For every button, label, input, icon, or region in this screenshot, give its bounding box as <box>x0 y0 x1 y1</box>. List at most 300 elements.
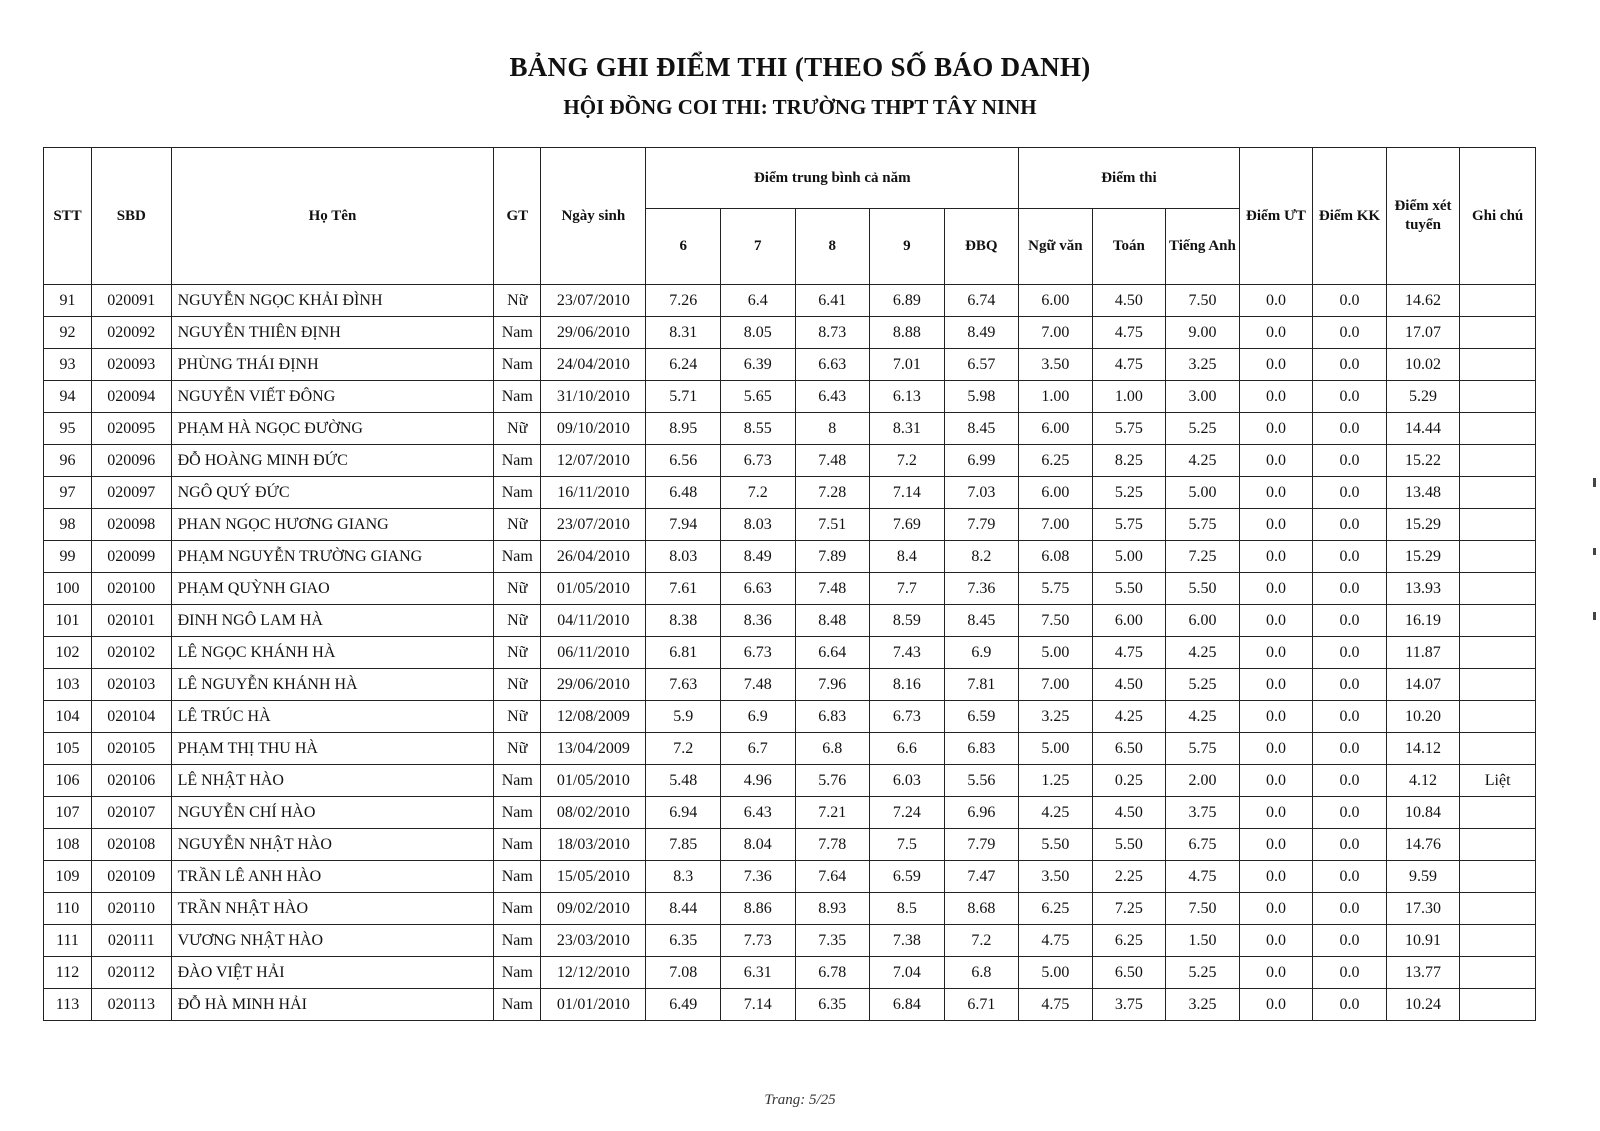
cell-avg-7: 5.65 <box>720 381 795 413</box>
cell-avg-9: 6.03 <box>870 765 945 797</box>
cell-admission: 13.48 <box>1386 477 1460 509</box>
cell-avg-6: 8.3 <box>646 861 721 893</box>
cell-avg-dbq: 7.2 <box>944 925 1019 957</box>
cell-avg-9: 8.5 <box>870 893 945 925</box>
cell-dob: 09/02/2010 <box>541 893 646 925</box>
cell-name: LÊ NGỌC KHÁNH HÀ <box>171 637 494 669</box>
cell-note <box>1460 669 1536 701</box>
cell-bonus: 0.0 <box>1313 861 1387 893</box>
cell-avg-6: 7.26 <box>646 285 721 317</box>
col-header-gender: GT <box>494 148 541 285</box>
cell-bonus: 0.0 <box>1313 701 1387 733</box>
cell-avg-8: 7.64 <box>795 861 870 893</box>
cell-dob: 29/06/2010 <box>541 317 646 349</box>
cell-gender: Nam <box>494 317 541 349</box>
cell-math: 4.50 <box>1092 797 1166 829</box>
cell-admission: 14.44 <box>1386 413 1460 445</box>
cell-avg-6: 5.9 <box>646 701 721 733</box>
cell-math: 5.75 <box>1092 413 1166 445</box>
cell-avg-7: 7.73 <box>720 925 795 957</box>
cell-stt: 102 <box>44 637 92 669</box>
cell-dob: 23/03/2010 <box>541 925 646 957</box>
cell-literature: 1.25 <box>1019 765 1093 797</box>
cell-dob: 01/05/2010 <box>541 573 646 605</box>
cell-bonus: 0.0 <box>1313 765 1387 797</box>
cell-english: 5.50 <box>1166 573 1240 605</box>
cell-english: 4.25 <box>1166 445 1240 477</box>
cell-admission: 13.77 <box>1386 957 1460 989</box>
cell-gender: Nữ <box>494 669 541 701</box>
cell-avg-6: 8.38 <box>646 605 721 637</box>
cell-stt: 109 <box>44 861 92 893</box>
cell-avg-9: 7.69 <box>870 509 945 541</box>
cell-avg-9: 8.31 <box>870 413 945 445</box>
cell-priority: 0.0 <box>1239 989 1313 1021</box>
cell-avg-7: 7.2 <box>720 477 795 509</box>
cell-avg-8: 7.35 <box>795 925 870 957</box>
cell-literature: 4.75 <box>1019 925 1093 957</box>
cell-avg-7: 7.48 <box>720 669 795 701</box>
cell-avg-9: 7.2 <box>870 445 945 477</box>
col-group-exam-scores: Điểm thi <box>1019 148 1240 209</box>
cell-name: LÊ TRÚC HÀ <box>171 701 494 733</box>
cell-avg-dbq: 8.49 <box>944 317 1019 349</box>
cell-math: 4.50 <box>1092 669 1166 701</box>
cell-sbd: 020112 <box>91 957 171 989</box>
cell-english: 4.75 <box>1166 861 1240 893</box>
cell-bonus: 0.0 <box>1313 733 1387 765</box>
cell-literature: 6.00 <box>1019 413 1093 445</box>
cell-gender: Nữ <box>494 509 541 541</box>
cell-sbd: 020095 <box>91 413 171 445</box>
cell-gender: Nữ <box>494 733 541 765</box>
table-row <box>44 317 1536 349</box>
cell-avg-8: 7.48 <box>795 573 870 605</box>
cell-dob: 16/11/2010 <box>541 477 646 509</box>
scan-edge-mark <box>1593 612 1596 620</box>
cell-sbd: 020096 <box>91 445 171 477</box>
cell-priority: 0.0 <box>1239 733 1313 765</box>
cell-english: 3.75 <box>1166 797 1240 829</box>
cell-avg-8: 6.83 <box>795 701 870 733</box>
cell-dob: 15/05/2010 <box>541 861 646 893</box>
cell-note <box>1460 797 1536 829</box>
cell-bonus: 0.0 <box>1313 605 1387 637</box>
cell-english: 2.00 <box>1166 765 1240 797</box>
col-header-admission: Điểm xét tuyển <box>1386 148 1460 285</box>
cell-avg-9: 7.7 <box>870 573 945 605</box>
table-row <box>44 285 1536 317</box>
cell-dob: 09/10/2010 <box>541 413 646 445</box>
cell-note <box>1460 925 1536 957</box>
cell-name: NGUYỄN NHẬT HÀO <box>171 829 494 861</box>
cell-gender: Nữ <box>494 573 541 605</box>
cell-note <box>1460 349 1536 381</box>
cell-avg-6: 8.03 <box>646 541 721 573</box>
cell-bonus: 0.0 <box>1313 381 1387 413</box>
cell-avg-dbq: 7.79 <box>944 829 1019 861</box>
cell-avg-8: 7.89 <box>795 541 870 573</box>
cell-sbd: 020105 <box>91 733 171 765</box>
cell-name: LÊ NGUYỄN KHÁNH HÀ <box>171 669 494 701</box>
cell-math: 1.00 <box>1092 381 1166 413</box>
cell-gender: Nam <box>494 541 541 573</box>
cell-admission: 9.59 <box>1386 861 1460 893</box>
cell-avg-9: 8.4 <box>870 541 945 573</box>
cell-sbd: 020109 <box>91 861 171 893</box>
cell-english: 5.25 <box>1166 669 1240 701</box>
cell-avg-dbq: 8.45 <box>944 605 1019 637</box>
cell-name: TRẦN NHẬT HÀO <box>171 893 494 925</box>
cell-priority: 0.0 <box>1239 477 1313 509</box>
cell-avg-dbq: 7.03 <box>944 477 1019 509</box>
cell-admission: 17.07 <box>1386 317 1460 349</box>
table-row <box>44 797 1536 829</box>
cell-priority: 0.0 <box>1239 573 1313 605</box>
cell-literature: 1.00 <box>1019 381 1093 413</box>
cell-dob: 24/04/2010 <box>541 349 646 381</box>
table-row <box>44 925 1536 957</box>
cell-avg-9: 6.89 <box>870 285 945 317</box>
cell-admission: 10.91 <box>1386 925 1460 957</box>
cell-gender: Nữ <box>494 605 541 637</box>
cell-gender: Nam <box>494 477 541 509</box>
cell-bonus: 0.0 <box>1313 285 1387 317</box>
cell-literature: 6.00 <box>1019 285 1093 317</box>
cell-math: 4.75 <box>1092 637 1166 669</box>
cell-english: 7.50 <box>1166 285 1240 317</box>
cell-priority: 0.0 <box>1239 509 1313 541</box>
col-header-note: Ghi chú <box>1460 148 1536 285</box>
cell-avg-7: 8.05 <box>720 317 795 349</box>
cell-bonus: 0.0 <box>1313 509 1387 541</box>
cell-priority: 0.0 <box>1239 637 1313 669</box>
cell-avg-6: 7.94 <box>646 509 721 541</box>
col-header-sbd: SBD <box>91 148 171 285</box>
cell-avg-dbq: 6.99 <box>944 445 1019 477</box>
cell-sbd: 020100 <box>91 573 171 605</box>
cell-stt: 112 <box>44 957 92 989</box>
cell-note <box>1460 573 1536 605</box>
cell-note: Liệt <box>1460 765 1536 797</box>
cell-admission: 14.62 <box>1386 285 1460 317</box>
cell-english: 4.25 <box>1166 701 1240 733</box>
cell-avg-6: 6.56 <box>646 445 721 477</box>
cell-avg-6: 5.71 <box>646 381 721 413</box>
cell-name: ĐỖ HÀ MINH HẢI <box>171 989 494 1021</box>
cell-bonus: 0.0 <box>1313 797 1387 829</box>
cell-bonus: 0.0 <box>1313 317 1387 349</box>
cell-gender: Nam <box>494 861 541 893</box>
cell-literature: 4.75 <box>1019 989 1093 1021</box>
table-row <box>44 573 1536 605</box>
cell-avg-9: 7.01 <box>870 349 945 381</box>
cell-avg-9: 7.38 <box>870 925 945 957</box>
cell-admission: 10.20 <box>1386 701 1460 733</box>
cell-admission: 4.12 <box>1386 765 1460 797</box>
cell-admission: 10.02 <box>1386 349 1460 381</box>
cell-dob: 13/04/2009 <box>541 733 646 765</box>
cell-bonus: 0.0 <box>1313 445 1387 477</box>
cell-english: 3.00 <box>1166 381 1240 413</box>
cell-priority: 0.0 <box>1239 925 1313 957</box>
cell-english: 3.25 <box>1166 349 1240 381</box>
cell-priority: 0.0 <box>1239 701 1313 733</box>
cell-sbd: 020103 <box>91 669 171 701</box>
cell-stt: 91 <box>44 285 92 317</box>
cell-admission: 10.24 <box>1386 989 1460 1021</box>
cell-avg-dbq: 6.71 <box>944 989 1019 1021</box>
cell-avg-6: 6.48 <box>646 477 721 509</box>
cell-note <box>1460 413 1536 445</box>
cell-gender: Nữ <box>494 285 541 317</box>
cell-avg-8: 6.8 <box>795 733 870 765</box>
cell-avg-8: 8.48 <box>795 605 870 637</box>
table-row <box>44 861 1536 893</box>
cell-stt: 92 <box>44 317 92 349</box>
cell-priority: 0.0 <box>1239 957 1313 989</box>
cell-stt: 95 <box>44 413 92 445</box>
cell-sbd: 020111 <box>91 925 171 957</box>
cell-sbd: 020108 <box>91 829 171 861</box>
table-body <box>44 285 1536 1021</box>
cell-admission: 14.12 <box>1386 733 1460 765</box>
cell-sbd: 020104 <box>91 701 171 733</box>
cell-sbd: 020110 <box>91 893 171 925</box>
cell-avg-6: 6.24 <box>646 349 721 381</box>
cell-avg-7: 6.39 <box>720 349 795 381</box>
table-row <box>44 445 1536 477</box>
cell-dob: 01/05/2010 <box>541 765 646 797</box>
cell-sbd: 020091 <box>91 285 171 317</box>
cell-note <box>1460 509 1536 541</box>
cell-avg-8: 5.76 <box>795 765 870 797</box>
cell-math: 6.25 <box>1092 925 1166 957</box>
table-row <box>44 381 1536 413</box>
cell-stt: 104 <box>44 701 92 733</box>
table-row <box>44 733 1536 765</box>
cell-bonus: 0.0 <box>1313 829 1387 861</box>
cell-priority: 0.0 <box>1239 349 1313 381</box>
cell-admission: 14.07 <box>1386 669 1460 701</box>
cell-note <box>1460 285 1536 317</box>
cell-priority: 0.0 <box>1239 445 1313 477</box>
cell-english: 9.00 <box>1166 317 1240 349</box>
cell-gender: Nữ <box>494 637 541 669</box>
cell-gender: Nam <box>494 765 541 797</box>
cell-english: 5.75 <box>1166 509 1240 541</box>
cell-avg-6: 6.81 <box>646 637 721 669</box>
cell-avg-7: 7.36 <box>720 861 795 893</box>
cell-note <box>1460 861 1536 893</box>
cell-name: NGUYỄN VIẾT ĐÔNG <box>171 381 494 413</box>
cell-priority: 0.0 <box>1239 893 1313 925</box>
cell-name: LÊ NHẬT HÀO <box>171 765 494 797</box>
cell-dob: 12/12/2010 <box>541 957 646 989</box>
cell-name: PHẠM HÀ NGỌC ĐƯỜNG <box>171 413 494 445</box>
cell-admission: 14.76 <box>1386 829 1460 861</box>
cell-sbd: 020102 <box>91 637 171 669</box>
cell-bonus: 0.0 <box>1313 541 1387 573</box>
cell-note <box>1460 733 1536 765</box>
cell-priority: 0.0 <box>1239 829 1313 861</box>
cell-name: PHÙNG THÁI ĐỊNH <box>171 349 494 381</box>
cell-avg-8: 6.35 <box>795 989 870 1021</box>
col-header-stt: STT <box>44 148 92 285</box>
cell-literature: 3.50 <box>1019 349 1093 381</box>
cell-math: 4.50 <box>1092 285 1166 317</box>
cell-stt: 96 <box>44 445 92 477</box>
cell-avg-8: 7.28 <box>795 477 870 509</box>
cell-math: 4.25 <box>1092 701 1166 733</box>
cell-stt: 100 <box>44 573 92 605</box>
cell-literature: 4.25 <box>1019 797 1093 829</box>
cell-bonus: 0.0 <box>1313 669 1387 701</box>
cell-avg-9: 6.59 <box>870 861 945 893</box>
cell-dob: 12/07/2010 <box>541 445 646 477</box>
cell-name: ĐÀO VIỆT HẢI <box>171 957 494 989</box>
cell-bonus: 0.0 <box>1313 637 1387 669</box>
cell-avg-9: 6.13 <box>870 381 945 413</box>
table-row <box>44 989 1536 1021</box>
cell-name: PHẠM NGUYỄN TRƯỜNG GIANG <box>171 541 494 573</box>
cell-avg-8: 6.64 <box>795 637 870 669</box>
cell-avg-dbq: 5.98 <box>944 381 1019 413</box>
cell-math: 4.75 <box>1092 317 1166 349</box>
cell-gender: Nam <box>494 381 541 413</box>
cell-literature: 5.50 <box>1019 829 1093 861</box>
cell-literature: 3.50 <box>1019 861 1093 893</box>
cell-english: 4.25 <box>1166 637 1240 669</box>
cell-avg-7: 8.86 <box>720 893 795 925</box>
cell-admission: 5.29 <box>1386 381 1460 413</box>
cell-avg-7: 8.04 <box>720 829 795 861</box>
cell-avg-6: 8.95 <box>646 413 721 445</box>
cell-priority: 0.0 <box>1239 605 1313 637</box>
cell-literature: 7.00 <box>1019 509 1093 541</box>
cell-dob: 23/07/2010 <box>541 509 646 541</box>
cell-note <box>1460 445 1536 477</box>
cell-sbd: 020099 <box>91 541 171 573</box>
cell-sbd: 020094 <box>91 381 171 413</box>
cell-avg-9: 7.14 <box>870 477 945 509</box>
cell-note <box>1460 605 1536 637</box>
cell-stt: 97 <box>44 477 92 509</box>
cell-stt: 105 <box>44 733 92 765</box>
cell-stt: 106 <box>44 765 92 797</box>
col-header-avg-9: 9 <box>870 209 945 285</box>
cell-avg-8: 7.48 <box>795 445 870 477</box>
cell-dob: 31/10/2010 <box>541 381 646 413</box>
cell-stt: 107 <box>44 797 92 829</box>
cell-english: 6.75 <box>1166 829 1240 861</box>
cell-note <box>1460 637 1536 669</box>
cell-literature: 7.00 <box>1019 669 1093 701</box>
cell-avg-7: 8.55 <box>720 413 795 445</box>
table-row <box>44 637 1536 669</box>
cell-note <box>1460 701 1536 733</box>
cell-english: 1.50 <box>1166 925 1240 957</box>
cell-avg-7: 4.96 <box>720 765 795 797</box>
cell-sbd: 020107 <box>91 797 171 829</box>
cell-avg-8: 6.78 <box>795 957 870 989</box>
cell-note <box>1460 541 1536 573</box>
cell-dob: 08/02/2010 <box>541 797 646 829</box>
cell-bonus: 0.0 <box>1313 893 1387 925</box>
col-header-literature: Ngữ văn <box>1019 209 1093 285</box>
cell-avg-9: 8.88 <box>870 317 945 349</box>
cell-note <box>1460 893 1536 925</box>
cell-math: 4.75 <box>1092 349 1166 381</box>
cell-avg-7: 6.63 <box>720 573 795 605</box>
cell-gender: Nam <box>494 797 541 829</box>
cell-avg-9: 7.04 <box>870 957 945 989</box>
table-row <box>44 957 1536 989</box>
cell-literature: 7.50 <box>1019 605 1093 637</box>
cell-math: 6.00 <box>1092 605 1166 637</box>
cell-math: 5.25 <box>1092 477 1166 509</box>
cell-bonus: 0.0 <box>1313 349 1387 381</box>
cell-avg-8: 8.73 <box>795 317 870 349</box>
cell-note <box>1460 957 1536 989</box>
cell-dob: 18/03/2010 <box>541 829 646 861</box>
cell-note <box>1460 317 1536 349</box>
cell-avg-dbq: 6.8 <box>944 957 1019 989</box>
cell-avg-dbq: 5.56 <box>944 765 1019 797</box>
cell-avg-8: 7.51 <box>795 509 870 541</box>
cell-admission: 15.22 <box>1386 445 1460 477</box>
cell-name: PHẠM THỊ THU HÀ <box>171 733 494 765</box>
cell-avg-dbq: 6.9 <box>944 637 1019 669</box>
cell-avg-7: 6.73 <box>720 445 795 477</box>
col-header-avg-6: 6 <box>646 209 721 285</box>
cell-priority: 0.0 <box>1239 669 1313 701</box>
cell-gender: Nam <box>494 957 541 989</box>
cell-note <box>1460 989 1536 1021</box>
col-header-avg-dbq: ĐBQ <box>944 209 1019 285</box>
cell-avg-7: 8.03 <box>720 509 795 541</box>
cell-avg-6: 7.61 <box>646 573 721 605</box>
scan-edge-mark <box>1593 478 1596 487</box>
cell-math: 8.25 <box>1092 445 1166 477</box>
cell-admission: 16.19 <box>1386 605 1460 637</box>
cell-dob: 23/07/2010 <box>541 285 646 317</box>
cell-avg-dbq: 6.57 <box>944 349 1019 381</box>
cell-note <box>1460 477 1536 509</box>
cell-note <box>1460 829 1536 861</box>
cell-math: 7.25 <box>1092 893 1166 925</box>
cell-avg-dbq: 6.83 <box>944 733 1019 765</box>
cell-dob: 04/11/2010 <box>541 605 646 637</box>
cell-avg-6: 5.48 <box>646 765 721 797</box>
scan-edge-mark <box>1593 548 1596 555</box>
cell-avg-9: 6.73 <box>870 701 945 733</box>
cell-dob: 06/11/2010 <box>541 637 646 669</box>
score-table <box>43 147 1536 1021</box>
col-header-name: Họ Tên <box>171 148 494 285</box>
cell-dob: 01/01/2010 <box>541 989 646 1021</box>
cell-avg-7: 6.7 <box>720 733 795 765</box>
table-row <box>44 605 1536 637</box>
cell-gender: Nữ <box>494 701 541 733</box>
cell-avg-6: 7.2 <box>646 733 721 765</box>
cell-name: NGUYỄN THIÊN ĐỊNH <box>171 317 494 349</box>
col-header-bonus: Điểm KK <box>1313 148 1387 285</box>
cell-bonus: 0.0 <box>1313 477 1387 509</box>
cell-name: VƯƠNG NHẬT HÀO <box>171 925 494 957</box>
cell-name: ĐINH NGÔ LAM HÀ <box>171 605 494 637</box>
table-row <box>44 893 1536 925</box>
